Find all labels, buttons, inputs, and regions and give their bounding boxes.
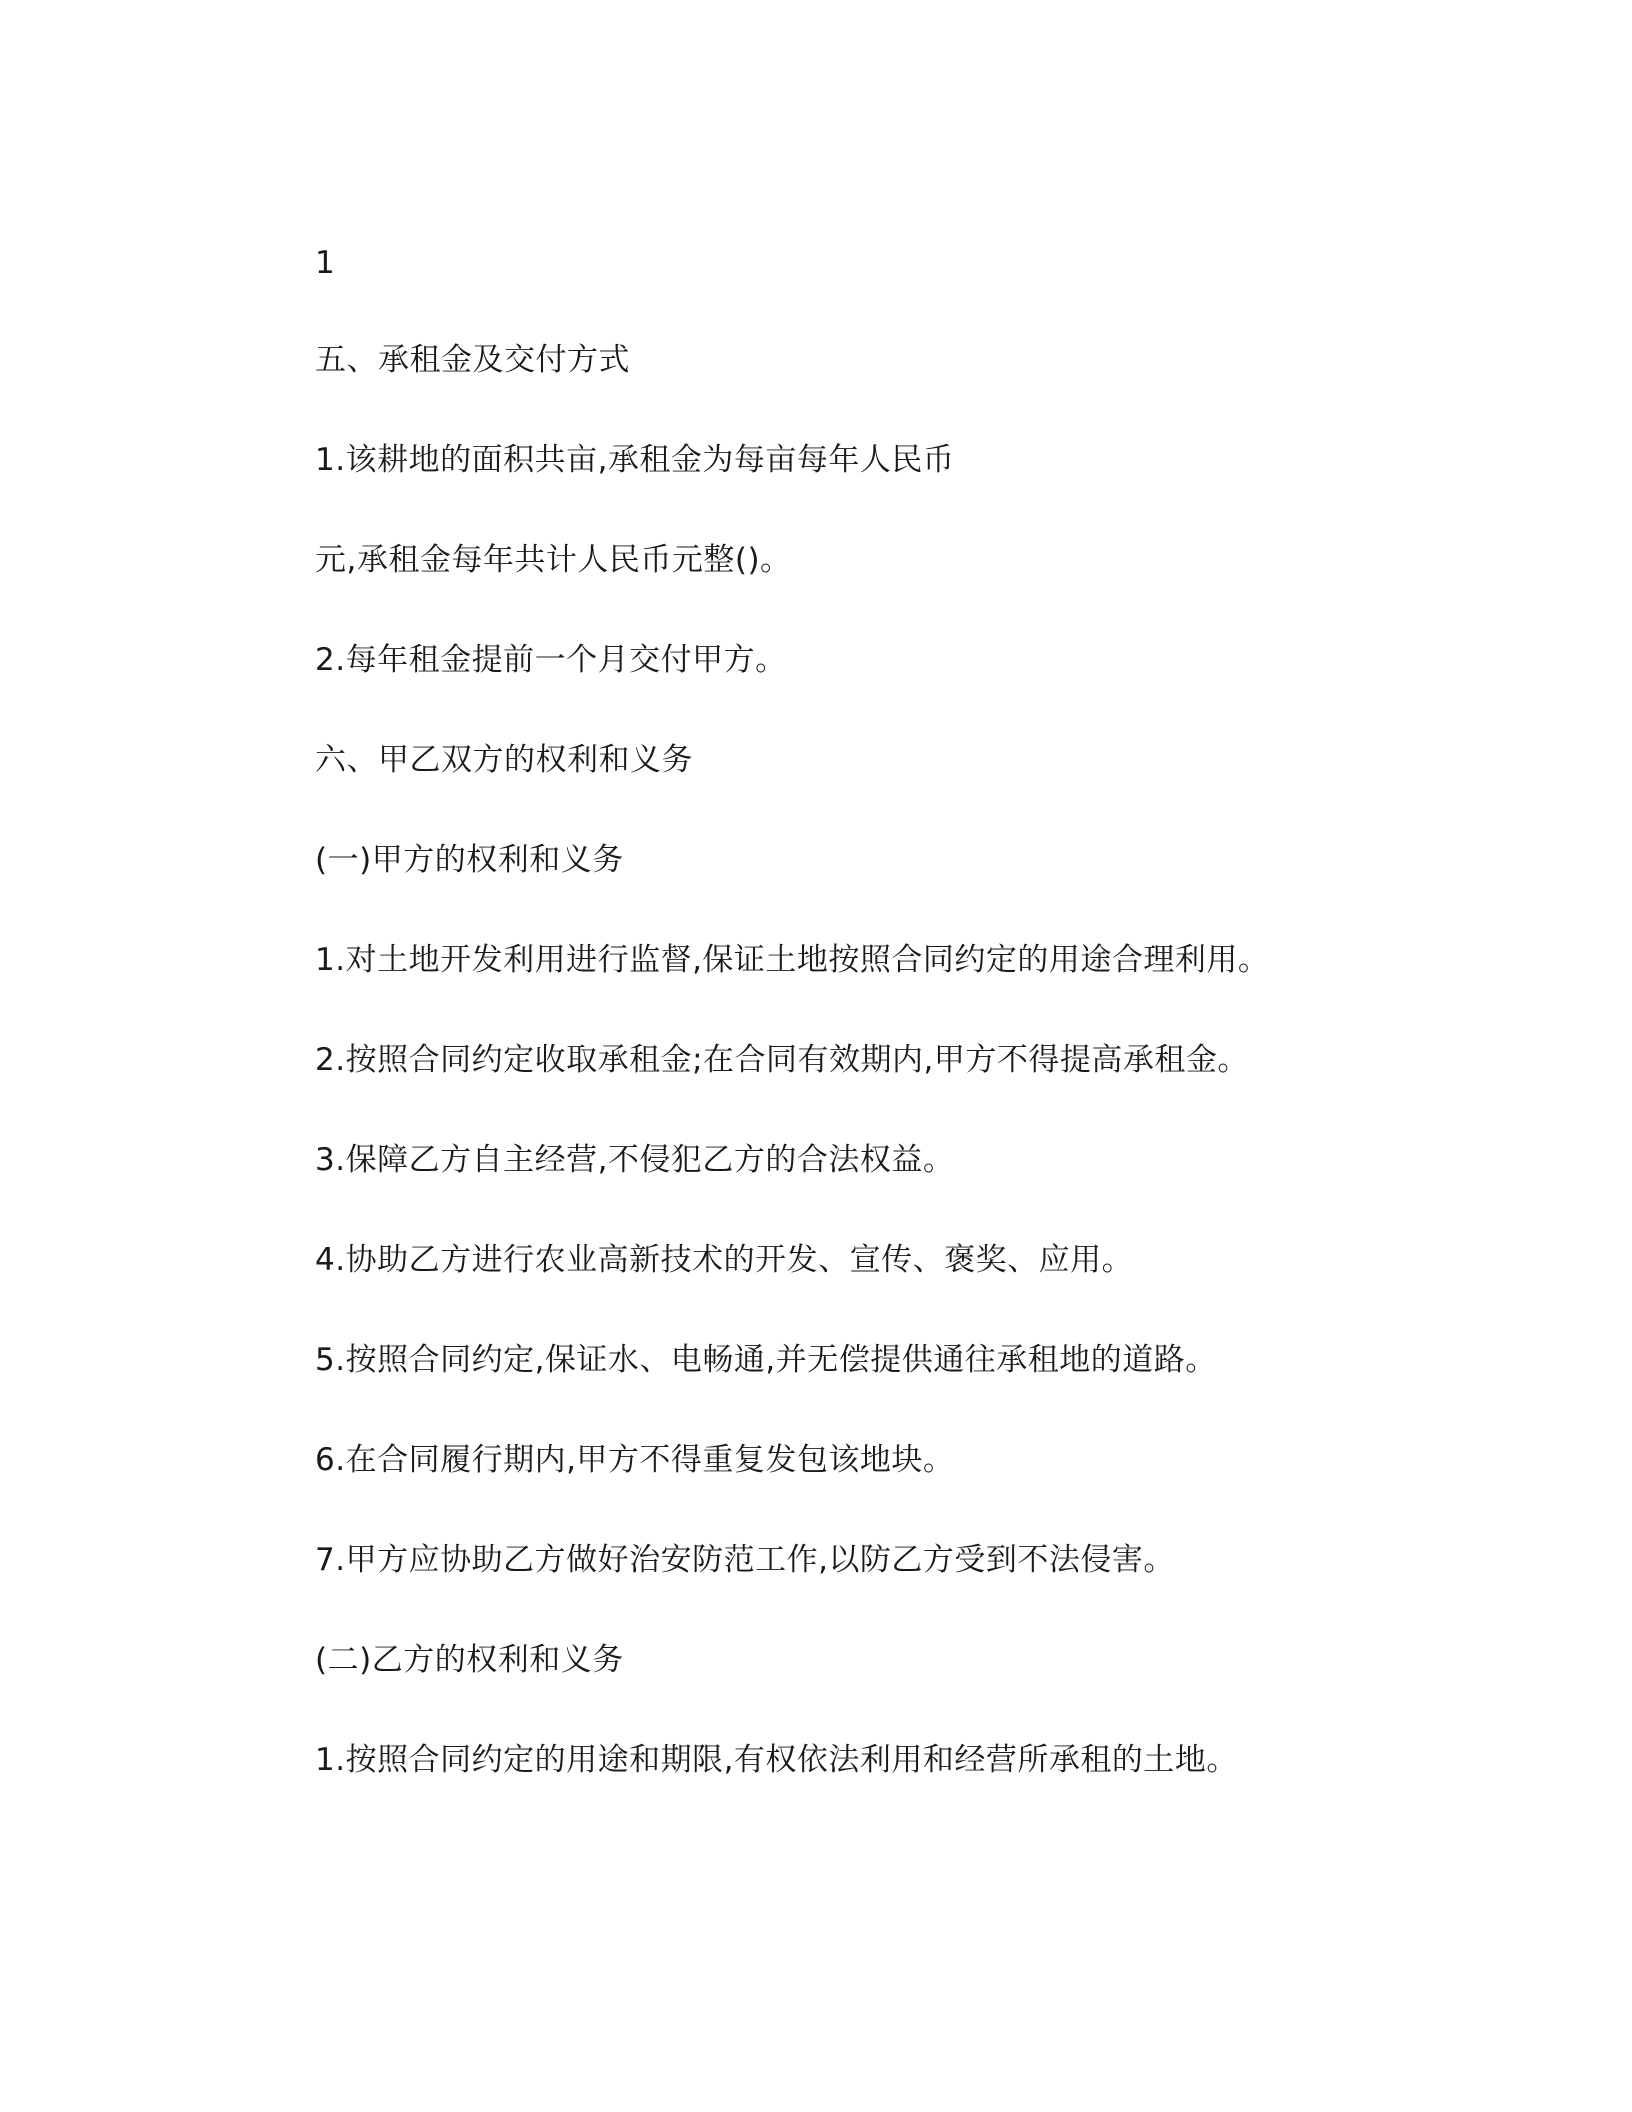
paragraph-line: 1.按照合同约定的用途和期限,有权依法利用和经营所承租的土地。: [315, 1742, 1238, 1778]
paragraph-line: 1.该耕地的面积共亩,承租金为每亩每年人民币: [315, 442, 955, 478]
paragraph-line: 1.对土地开发利用进行监督,保证土地按照合同约定的用途合理利用。: [315, 942, 1270, 978]
paragraph-line: 2.按照合同约定收取承租金;在合同有效期内,甲方不得提高承租金。: [315, 1042, 1249, 1078]
paragraph-line: 6.在合同履行期内,甲方不得重复发包该地块。: [315, 1442, 955, 1478]
section-heading-5: 五、承租金及交付方式: [315, 342, 630, 378]
paragraph-line: 4.协助乙方进行农业高新技术的开发、宣传、褒奖、应用。: [315, 1242, 1134, 1278]
subsection-heading-party-a: (一)甲方的权利和义务: [315, 842, 624, 878]
paragraph-line: 7.甲方应协助乙方做好治安防范工作,以防乙方受到不法侵害。: [315, 1542, 1175, 1578]
paragraph-line: 5.按照合同约定,保证水、电畅通,并无偿提供通往承租地的道路。: [315, 1342, 1217, 1378]
paragraph-line: 2.每年租金提前一个月交付甲方。: [315, 642, 787, 678]
paragraph-line: 3.保障乙方自主经营,不侵犯乙方的合法权益。: [315, 1142, 955, 1178]
subsection-heading-party-b: (二)乙方的权利和义务: [315, 1642, 624, 1678]
page-number: 1: [315, 245, 336, 281]
section-heading-6: 六、甲乙双方的权利和义务: [315, 742, 693, 778]
paragraph-line: 元,承租金每年共计人民币元整()。: [315, 542, 792, 578]
